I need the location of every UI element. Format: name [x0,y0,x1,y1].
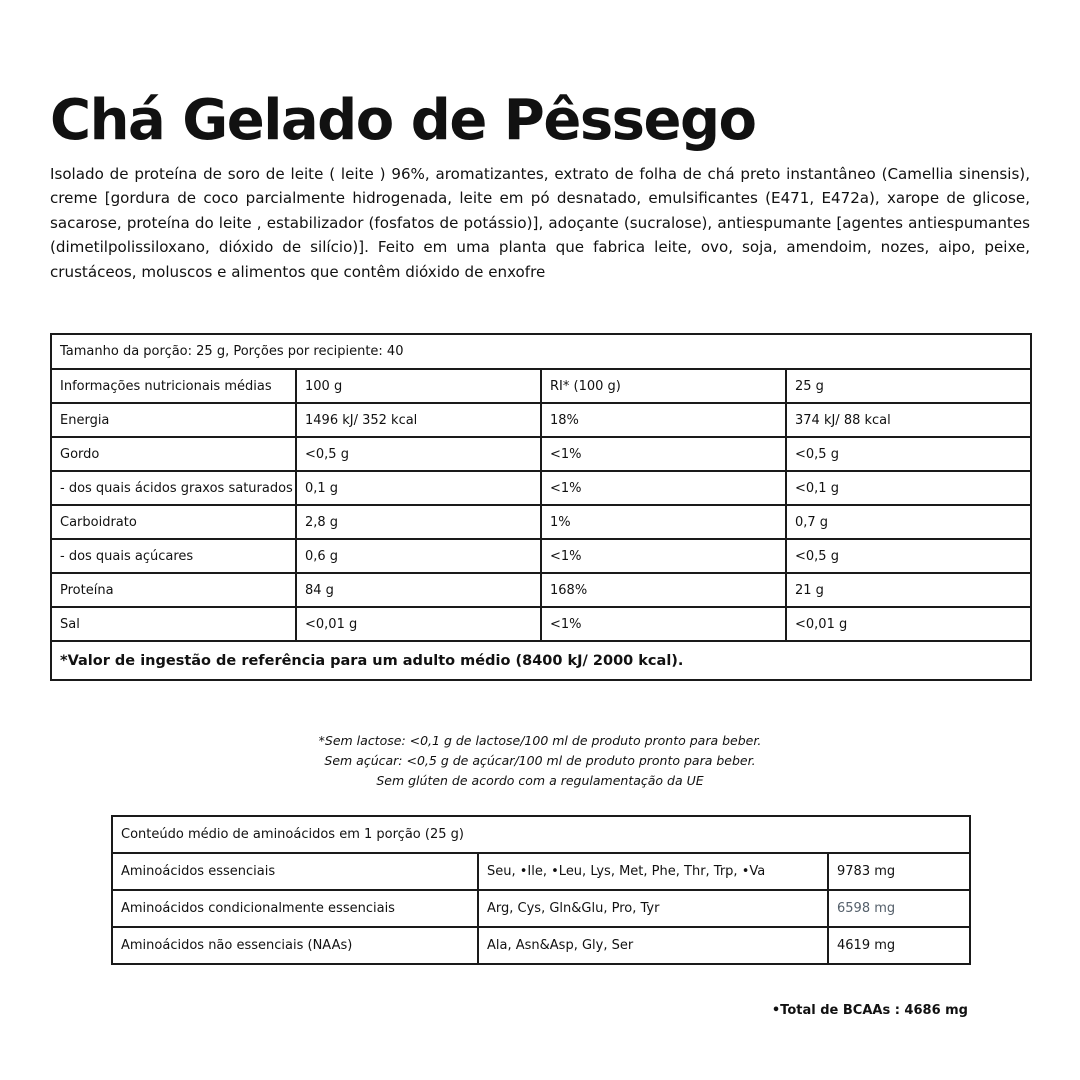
amino-category: Aminoácidos não essenciais (NAAs) [112,927,478,964]
value-100g: 1496 kJ/ 352 kcal [296,403,541,437]
header-cell: 25 g [786,369,1031,403]
gluten-note: Sem glúten de acordo com a regulamentação da UE [376,773,704,788]
value-100g: <0,01 g [296,607,541,641]
page-title: Chá Gelado de Pêssego [50,88,756,153]
amino-list: Seu, •Ile, •Leu, Lys, Met, Phe, Thr, Trp, •Va [478,853,828,890]
ingredients-text: Isolado de proteína de soro de leite ( leite ) 96%, aromatizantes, extrato de folha de chá preto instantâneo (Camellia sinensis), creme [gordura de coco parcialmente hidrogenada, leite em pó desnatado, emulsificantes (E471, E472a), xarope de glicose, sacarose, proteína do leite , estabilizador (fosfatos de potássio)], adoçante (sucralose), antiespumante [agentes antiespumantes (dimetilpolissiloxano, dióxido de silício)]. Feito em uma planta que fabrica leite, ovo, soja, amendoim, nozes, aipo, peixe, crustáceos, moluscos e alimentos que contêm dióxido de enxofre [50,165,1030,281]
value-ri: <1% [541,607,786,641]
table-row [51,505,1031,539]
table-row [112,890,970,927]
amino-category: Aminoácidos essenciais [112,853,478,890]
header-cell: RI* (100 g) [541,369,786,403]
bcaa-total: •Total de BCAAs : 4686 mg [771,1003,968,1018]
ri-footnote: *Valor de ingestão de referência para um adulto médio (8400 kJ/ 2000 kcal). [51,641,1031,680]
amino-category: Aminoácidos condicionalmente essenciais [112,890,478,927]
value-25g: <0,5 g [786,437,1031,471]
value-ri: <1% [541,539,786,573]
amino-amount: 6598 mg [828,890,970,927]
nutrient-name: - dos quais açúcares [51,539,296,573]
nutrient-name: - dos quais ácidos graxos saturados [51,471,296,505]
value-ri: 18% [541,403,786,437]
table-row [112,927,970,964]
table-row [51,403,1031,437]
value-ri: <1% [541,437,786,471]
table-header-row [51,369,1031,403]
table-row [51,573,1031,607]
dietary-notes [0,731,1080,791]
value-100g: <0,5 g [296,437,541,471]
amino-list: Ala, Asn&Asp, Gly, Ser [478,927,828,964]
header-cell: Informações nutricionais médias [51,369,296,403]
serving-size: Tamanho da porção: 25 g, Porções por recipiente: 40 [51,334,1031,369]
nutrient-name: Proteína [51,573,296,607]
table-row [51,607,1031,641]
amino-amount: 4619 mg [828,927,970,964]
sugar-note: Sem açúcar: <0,5 g de açúcar/100 ml de produto pronto para beber. [324,753,756,768]
value-25g: 374 kJ/ 88 kcal [786,403,1031,437]
table-row [51,539,1031,573]
amino-amount: 9783 mg [828,853,970,890]
value-25g: <0,5 g [786,539,1031,573]
value-100g: 84 g [296,573,541,607]
nutrient-name: Gordo [51,437,296,471]
nutrient-name: Sal [51,607,296,641]
nutrient-name: Carboidrato [51,505,296,539]
value-100g: 0,1 g [296,471,541,505]
value-100g: 0,6 g [296,539,541,573]
nutrition-table [50,333,1032,681]
value-ri: 1% [541,505,786,539]
nutrient-name: Energia [51,403,296,437]
footnote-row [51,641,1031,680]
amino-title: Conteúdo médio de aminoácidos em 1 porção (25 g) [112,816,970,853]
value-ri: <1% [541,471,786,505]
amino-list: Arg, Cys, Gln&Glu, Pro, Tyr [478,890,828,927]
value-ri: 168% [541,573,786,607]
amino-title-row [112,816,970,853]
value-100g: 2,8 g [296,505,541,539]
lactose-note: *Sem lactose: <0,1 g de lactose/100 ml de produto pronto para beber. [318,733,762,748]
value-25g: 21 g [786,573,1031,607]
serving-row [51,334,1031,369]
amino-acid-table [111,815,971,965]
value-25g: <0,1 g [786,471,1031,505]
table-row [51,437,1031,471]
value-25g: 0,7 g [786,505,1031,539]
table-row [51,471,1031,505]
value-25g: <0,01 g [786,607,1031,641]
header-cell: 100 g [296,369,541,403]
table-row [112,853,970,890]
